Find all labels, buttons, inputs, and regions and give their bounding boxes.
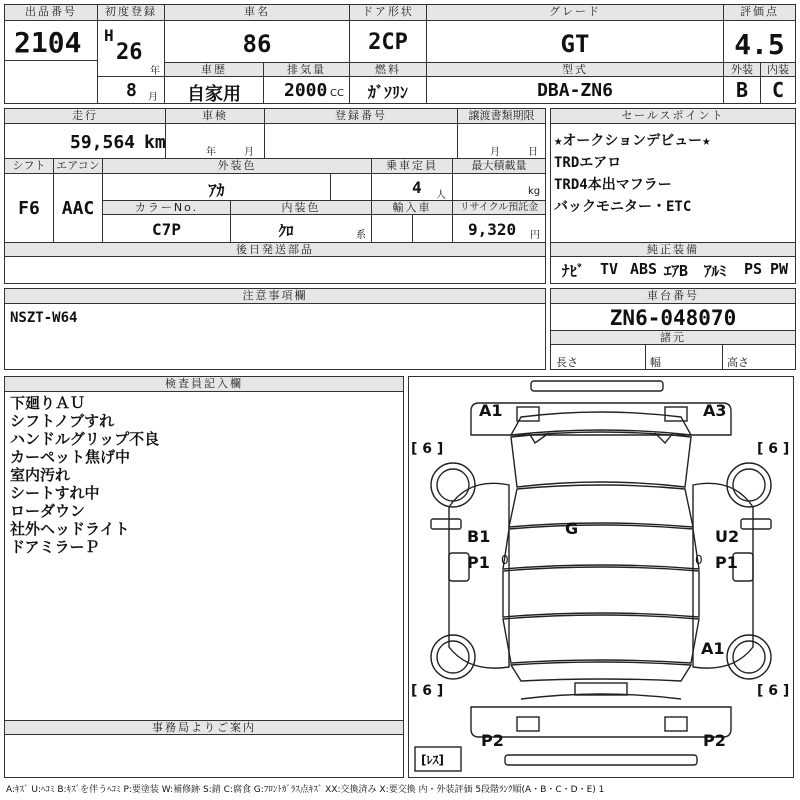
pillar-mark: 0 — [501, 553, 509, 567]
inspector-note: 室内汚れ — [10, 466, 71, 484]
damage-mark: U2 — [715, 527, 740, 546]
width-label: 幅 — [650, 356, 661, 369]
damage-mark: P2 — [703, 731, 726, 750]
inspection-label: 車検 — [166, 109, 264, 124]
ac: AAC — [61, 198, 95, 219]
capacity-unit: 人 — [436, 190, 446, 201]
score: 4.5 — [734, 28, 785, 61]
damage-mark: A3 — [703, 401, 727, 420]
chassis-label: 車台番号 — [551, 289, 795, 304]
notes-label: 注意事項欄 — [5, 289, 545, 304]
spare-tire-label: [ﾚｽ] — [421, 753, 444, 767]
grade: GT — [560, 30, 590, 58]
era: H — [104, 26, 114, 45]
later-parts-label: 後日発送部品 — [5, 243, 545, 257]
mileage-unit: km — [144, 132, 166, 153]
genuine-item: ABS — [630, 260, 658, 278]
legend: A:ｷｽﾞ U:ﾍｺﾐ B:ｷｽﾞを伴うﾍｺﾐ P:要塗装 W:補修跡 S:錆 C:腐食 G:ﾌﾛﾝﾄｶﾞﾗｽ点ｷｽﾞ XX:交換済み X:要交換 内・外装評価 5段階ﾗﾝｸ順(A・B・C・D・E) 1 — [6, 785, 605, 795]
displacement-label: 排気量 — [264, 63, 349, 77]
capacity: 4 — [412, 178, 422, 197]
tire-tread: [ 6 ] — [757, 441, 790, 457]
int-color-unit: 系 — [356, 230, 366, 241]
transfer-label: 譲渡書類期限 — [458, 109, 545, 124]
shift: F6 — [18, 198, 40, 219]
first-reg-year: 26 — [116, 40, 143, 65]
interior-label: 内装 — [761, 63, 795, 77]
history: 自家用 — [187, 84, 241, 105]
fuel: ｶﾞｿﾘﾝ — [367, 83, 408, 102]
genuine-item: ｴｱB — [664, 262, 689, 280]
inspection-month-unit: 月 — [244, 147, 254, 158]
import-label: 輸入車 — [372, 201, 452, 215]
recycle-unit: 円 — [530, 230, 540, 241]
year-unit: 年 — [150, 66, 160, 77]
inspection-year-unit: 年 — [206, 147, 216, 158]
door-label: ドア形状 — [350, 5, 426, 21]
lot-number: 2104 — [14, 26, 82, 59]
exterior-label: 外装 — [724, 63, 760, 77]
ac-label: エアコン — [54, 159, 102, 174]
transfer-month-unit: 月 — [490, 147, 500, 158]
damage-mark: P1 — [467, 553, 490, 572]
shift-label: シフト — [5, 159, 53, 174]
genuine-item: ﾅﾋﾞ — [562, 262, 585, 280]
exterior-grade: B — [735, 78, 749, 102]
genuine-item: PW — [770, 260, 789, 278]
ext-color-label: 外装色 — [103, 159, 371, 174]
lot-label: 出品番号 — [5, 5, 97, 21]
sales-point: TRD4本出マフラー — [554, 177, 672, 193]
inspector-note: シフトノブすれ — [10, 412, 115, 430]
color-no: C7P — [152, 220, 181, 239]
damage-mark: P2 — [481, 731, 504, 750]
first-reg-month: 8 — [126, 80, 137, 101]
model-label: 型式 — [427, 63, 723, 77]
recycle-label: リサイクル預託金 — [453, 201, 545, 215]
door-type: 2CP — [368, 30, 408, 55]
transfer-day-unit: 日 — [528, 147, 538, 158]
sales-point: TRDエアロ — [554, 155, 622, 171]
specs-label: 諸元 — [551, 330, 795, 345]
tire-tread: [ 6 ] — [411, 683, 444, 699]
inspector-note: カーペット焦げ中 — [10, 448, 131, 466]
reg-no-label: 登録番号 — [265, 109, 457, 124]
inspector-note: 下廻りＡＵ — [10, 394, 86, 412]
history-label: 車歴 — [165, 63, 263, 77]
car-name-label: 車名 — [165, 5, 349, 21]
grade-label: グレード — [427, 5, 723, 21]
inspector-note: シートすれ中 — [10, 484, 100, 502]
damage-mark: P1 — [715, 553, 738, 572]
tire-tread: [ 6 ] — [411, 441, 444, 457]
mileage-label: 走行 — [5, 109, 165, 124]
inspector-note: ドアミラーＰ — [10, 538, 100, 556]
genuine-item: TV — [600, 260, 619, 278]
pillar-mark: 0 — [695, 553, 703, 567]
displacement: 2000 — [284, 80, 328, 101]
capacity-label: 乗車定員 — [372, 159, 452, 174]
inspector-note: ハンドルグリップ不良 — [10, 430, 160, 448]
score-label: 評価点 — [724, 5, 795, 21]
sales-point: バックモニター・ETC — [554, 199, 692, 215]
load-label: 最大積載量 — [453, 159, 545, 174]
int-color-label: 内装色 — [231, 201, 371, 215]
genuine-item: PS — [744, 260, 763, 278]
office-label: 事務局よりご案内 — [5, 720, 403, 735]
height-label: 高さ — [727, 356, 749, 369]
color-no-label: カラーNo. — [103, 201, 230, 215]
recycle: 9,320 — [468, 220, 517, 239]
damage-mark: G — [565, 519, 579, 538]
chassis-number: ZN6-048070 — [609, 306, 737, 330]
fuel-label: 燃料 — [350, 63, 426, 77]
sales-point: ★オークションデビュー★ — [554, 133, 711, 149]
car-name: 86 — [242, 30, 272, 58]
interior-grade: C — [771, 78, 785, 102]
load-unit: kg — [528, 186, 541, 197]
car-damage-diagram — [408, 376, 794, 778]
int-color: ｸﾛ — [278, 222, 294, 240]
genuine-item: ｱﾙﾐ — [704, 262, 727, 280]
inspector-label: 検査員記入欄 — [5, 377, 403, 392]
tire-tread: [ 6 ] — [757, 683, 790, 699]
car-outline-icon — [409, 377, 793, 777]
displacement-unit: CC — [330, 88, 344, 99]
inspector-note: ローダウン — [10, 502, 86, 520]
first-reg-label: 初度登録 — [98, 5, 164, 21]
damage-mark: B1 — [467, 527, 491, 546]
month-unit: 月 — [148, 92, 158, 103]
damage-mark: A1 — [701, 639, 725, 658]
damage-mark: A1 — [479, 401, 503, 420]
mileage: 59,564 — [70, 132, 136, 153]
model-code: DBA-ZN6 — [537, 80, 613, 101]
ext-color: ｱｶ — [208, 181, 225, 200]
length-label: 長さ — [556, 356, 578, 369]
sales-points-label: セールスポイント — [551, 109, 795, 124]
genuine-label: 純正装備 — [551, 243, 795, 257]
inspector-note: 社外ヘッドライト — [10, 520, 130, 538]
notes-value: NSZT-W64 — [10, 310, 78, 326]
